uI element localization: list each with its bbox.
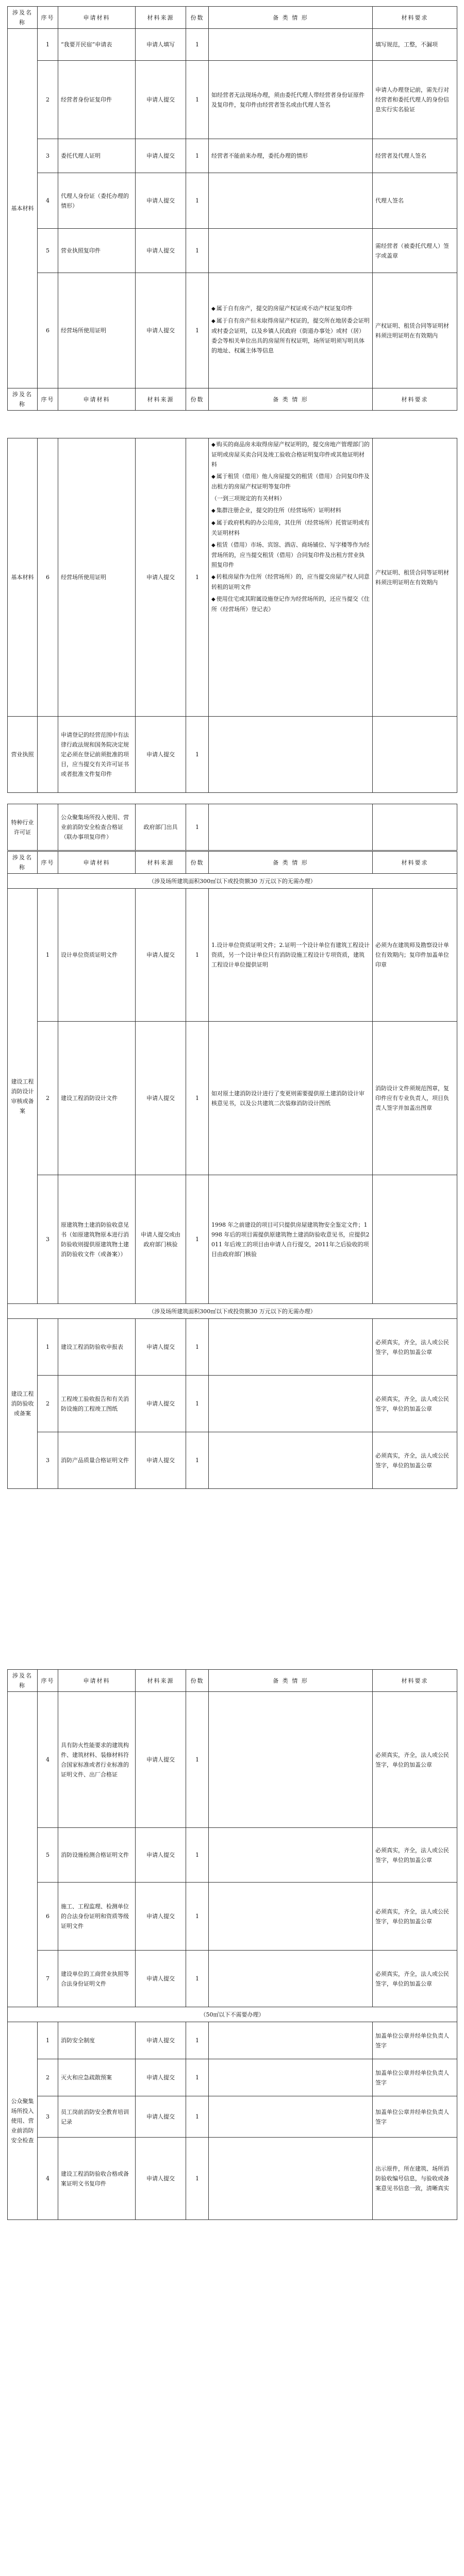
basic-materials-table-2 [7, 438, 457, 793]
row-req [373, 717, 457, 793]
note-item: 集群注册企业，提交的住所（经营场所）证明材料 [216, 507, 341, 514]
row-req: 加盖单位公章并经单位负责人签字 [373, 2096, 457, 2138]
row-no: 7 [38, 1951, 58, 2007]
header-no: 序号 [38, 852, 58, 874]
row-source: 申请人提交 [136, 2096, 186, 2138]
row-source: 申请人提交 [136, 173, 186, 229]
note-item: 购买的商品房未取得房屋产权证明的，提交房地产管理部门的证明或房屋买卖合同及竣工验收合格证明复印件或其他证明材料 [211, 441, 370, 468]
table-row [8, 29, 457, 61]
row-count: 1 [186, 717, 209, 793]
row-material: 建设工程消防设计文件 [58, 1022, 136, 1175]
row-req: 加盖单位公章并经单位负责人签字 [373, 2022, 457, 2059]
table-header-row [8, 852, 457, 874]
note-item: 属于政府机构的办公用房，其住所（经营场所）托管证明或有关证明材料 [211, 519, 370, 536]
row-material: 建设工程消防验收合格或备案证明文书复印件 [58, 2138, 136, 2220]
diamond-bullet-icon: ◆ [211, 318, 216, 324]
row-note [209, 438, 373, 717]
row-req: 需经营者（被委托代理人）签字或盖章 [373, 229, 457, 273]
row-count: 1 [186, 1951, 209, 2007]
row-req: 必须真实，齐全，法人或公民签字，单位的加盖公章 [373, 1376, 457, 1432]
row-material: 建设工程消防验收申报表 [58, 1319, 136, 1376]
row-count: 1 [186, 1376, 209, 1432]
category-cell: 建设工程消防验收或备案 [8, 1319, 38, 1489]
row-source: 申请人填写 [136, 29, 186, 61]
row-no: 5 [38, 1828, 58, 1883]
row-material: 工程竣工验收报告和有关消防设施的工程竣工图纸 [58, 1376, 136, 1432]
row-note [209, 2059, 373, 2096]
row-material: 公众聚集场所投入使用、营业前消防安全检查合格证（联办事项复印件） [58, 804, 136, 851]
row-no: 1 [38, 2022, 58, 2059]
row-req: 必须真实，齐全，法人或公民签字，单位的加盖公章 [373, 1432, 457, 1489]
row-source: 政府部门出具 [136, 804, 186, 851]
row-note [209, 2138, 373, 2220]
table-row [8, 1883, 457, 1951]
row-material: 施工、工程监理、检测单位的合法身份证明和资质等级证明文件 [58, 1883, 136, 1951]
category-cell: 基本材料 [8, 29, 38, 388]
diamond-bullet-icon: ◆ [211, 442, 216, 448]
header-category: 涉及名称 [8, 388, 38, 411]
header-source: 材料来源 [136, 7, 186, 29]
row-material: 经营者身份证复印件 [58, 61, 136, 139]
header-no: 序号 [38, 7, 58, 29]
header-count: 份数 [186, 852, 209, 874]
header-count: 份数 [186, 1670, 209, 1692]
row-material: 设计单位资质证明文件 [58, 889, 136, 1022]
header-material: 申请材料 [58, 388, 136, 411]
row-count: 1 [186, 61, 209, 139]
category-cell: 建设工程消防设计审核或备案 [8, 889, 38, 1304]
note-item: （一到三项规定的有关材料） [211, 495, 285, 502]
row-req: 申请人办理登记前，需先行对经营者和委托代理人的身份信息实行实名验证 [373, 61, 457, 139]
section-row [8, 1304, 457, 1319]
table-row [8, 2022, 457, 2059]
category-cell: 特种行业许可证 [8, 804, 38, 851]
row-count: 1 [186, 889, 209, 1022]
row-note [209, 1883, 373, 1951]
table-header-row [8, 7, 457, 29]
row-no: 6 [38, 438, 58, 717]
row-no: 1 [38, 1319, 58, 1376]
table-row [8, 1951, 457, 2007]
table-row [8, 889, 457, 1022]
header-material: 申请材料 [58, 1670, 136, 1692]
row-material: 营业执照复印件 [58, 229, 136, 273]
note-item: 租赁（借用）市场、宾馆、酒店、商场铺位、写字楼等作为经营场所的，应当提交租赁（借用）合同复印件及出租方营业执照复印件 [211, 541, 370, 568]
row-note: 如对原土建消防设计进行了变更则需要提供原土建消防设计审核意见书，以及公共建筑二次装修消防设计图纸 [209, 1022, 373, 1175]
table-row [8, 717, 457, 793]
row-req: 必须真实，齐全，法人或公民签字，单位的加盖公章 [373, 1692, 457, 1828]
header-note: 备 类 情 形 [209, 7, 373, 29]
row-note [209, 1951, 373, 2007]
row-source: 申请人提交或由政府部门核验 [136, 1175, 186, 1304]
header-source: 材料来源 [136, 1670, 186, 1692]
row-req: 必须真实，齐全，法人或公民签字，单位的加盖公章 [373, 1951, 457, 2007]
row-no: 4 [38, 173, 58, 229]
header-req: 材料要求 [373, 7, 457, 29]
row-material: 员工岗前消防安全教育培训记录 [58, 2096, 136, 2138]
row-count: 1 [186, 2096, 209, 2138]
table-row [8, 2059, 457, 2096]
header-req: 材料要求 [373, 388, 457, 411]
table-row [8, 1376, 457, 1432]
row-count: 1 [186, 1883, 209, 1951]
row-req [373, 1175, 457, 1304]
row-source: 申请人提交 [136, 2059, 186, 2096]
row-no [38, 804, 58, 851]
basic-materials-table-1 [7, 6, 457, 411]
table-row [8, 1692, 457, 1828]
row-note [209, 29, 373, 61]
row-req: 必须真实，齐全，法人或公民签字，单位的加盖公章 [373, 1883, 457, 1951]
category-cell: 公众聚集场所投入使用、营业前消防安全检查 [8, 2022, 38, 2220]
row-material: “我要开民宿”申请表 [58, 29, 136, 61]
section-note: （50㎡以下不需要办理） [8, 2007, 457, 2022]
row-req: 出示原件，所在建筑、场所消防验收编号信息，与验收或备案意见书信息一致，清晰真实 [373, 2138, 457, 2220]
table-row [8, 1022, 457, 1175]
row-note [209, 173, 373, 229]
row-material: 具有防火性能要求的建筑构件、建筑材料、装修材料符合国家标准或者行业标准的证明文件、出厂合格证 [58, 1692, 136, 1828]
header-material: 申请材料 [58, 7, 136, 29]
row-count: 1 [186, 273, 209, 388]
fire-design-table [7, 851, 457, 1489]
header-category: 涉及名称 [8, 852, 38, 874]
diamond-bullet-icon: ◆ [211, 306, 216, 312]
row-no: 4 [38, 2138, 58, 2220]
row-material: 原建筑物土建消防验收意见书（如原建筑物原本进行消防验收则提供原建筑物土建消防验收文件（或备案）） [58, 1175, 136, 1304]
row-note [209, 273, 373, 388]
special-license-table [7, 804, 457, 851]
header-req: 材料要求 [373, 852, 457, 874]
row-source: 申请人提交 [136, 438, 186, 717]
row-note [209, 229, 373, 273]
header-source: 材料来源 [136, 852, 186, 874]
row-no: 2 [38, 1022, 58, 1175]
table-row [8, 1175, 457, 1304]
header-note: 备 类 情 形 [209, 852, 373, 874]
header-note: 备 类 情 形 [209, 1670, 373, 1692]
row-note [209, 2022, 373, 2059]
row-no: 2 [38, 61, 58, 139]
note-item: 属于租赁（借用）他人房屋提交的租赁（借用）合同复印件及出租方的房屋产权证明等复印件 [211, 473, 370, 490]
row-no: 2 [38, 1376, 58, 1432]
table-row [8, 1319, 457, 1376]
table-row [8, 273, 457, 388]
row-material: 消防设施检测合格证明文件 [58, 1828, 136, 1883]
row-note [209, 1432, 373, 1489]
table-row [8, 438, 457, 717]
table-row [8, 173, 457, 229]
table-row [8, 61, 457, 139]
table-row [8, 139, 457, 173]
diamond-bullet-icon: ◆ [211, 597, 216, 602]
category-cell: 基本材料 [8, 438, 38, 717]
row-note [209, 1692, 373, 1828]
section-row [8, 2007, 457, 2022]
header-no: 序号 [38, 388, 58, 411]
row-no: 1 [38, 29, 58, 61]
row-no [38, 717, 58, 793]
row-material: 经营场所使用证明 [58, 438, 136, 717]
row-req: 填写规范，工整，不漏项 [373, 29, 457, 61]
header-count: 份数 [186, 7, 209, 29]
row-count: 1 [186, 1175, 209, 1304]
row-no: 3 [38, 139, 58, 173]
header-category: 涉及名称 [8, 7, 38, 29]
row-count: 1 [186, 173, 209, 229]
row-source: 申请人提交 [136, 61, 186, 139]
row-count: 1 [186, 29, 209, 61]
table-row [8, 1828, 457, 1883]
section-note: （涉及场所建筑面积300㎡以下或投资额30 万元以下的无需办理） [8, 1304, 457, 1319]
row-source: 申请人提交 [136, 229, 186, 273]
header-category: 涉及名称 [8, 1670, 38, 1692]
note-item: 使用住宅或其附属设施登记作为经营场所的，还应当提交《住所（经营场所）登记表》 [211, 596, 370, 613]
category-cell: 营业执照 [8, 717, 38, 793]
row-material: 灭火和应急疏散预案 [58, 2059, 136, 2096]
row-note: 1.设计单位资质证明文件；2.证明一个设计单位有建筑工程设计资质，另一个设计单位只有消防设施工程设计专项资质，建筑工程设计单位提供证明 [209, 889, 373, 1022]
row-count: 1 [186, 438, 209, 717]
row-req: 代理人签名 [373, 173, 457, 229]
row-no: 2 [38, 2059, 58, 2096]
row-no: 5 [38, 229, 58, 273]
row-req: 必须为在建筑师及勘察设计单位有效期内；复印件加盖单位印章 [373, 889, 457, 1022]
row-count: 1 [186, 2138, 209, 2220]
row-source: 申请人提交 [136, 139, 186, 173]
header-source: 材料来源 [136, 388, 186, 411]
diamond-bullet-icon: ◆ [211, 508, 216, 514]
row-material: 经营场所使用证明 [58, 273, 136, 388]
header-material: 申请材料 [58, 852, 136, 874]
row-no: 1 [38, 889, 58, 1022]
diamond-bullet-icon: ◆ [211, 543, 216, 548]
row-req: 必须真实，齐全，法人或公民签字，单位的加盖公章 [373, 1828, 457, 1883]
table-header-row [8, 388, 457, 411]
table-row [8, 1432, 457, 1489]
row-count: 1 [186, 139, 209, 173]
row-req: 产权证明、租赁合同等证明材料须注明证明在有效期内 [373, 438, 457, 717]
category-cell [8, 1692, 38, 2007]
header-no: 序号 [38, 1670, 58, 1692]
diamond-bullet-icon: ◆ [211, 520, 216, 526]
diamond-bullet-icon: ◆ [211, 574, 216, 580]
header-req: 材料要求 [373, 1670, 457, 1692]
header-count: 份数 [186, 388, 209, 411]
row-req: 加盖单位公章并经单位负责人签字 [373, 2059, 457, 2096]
row-no: 3 [38, 1175, 58, 1304]
row-source: 申请人提交 [136, 2022, 186, 2059]
row-req: 经营者及代理人签名 [373, 139, 457, 173]
row-source: 申请人提交 [136, 1022, 186, 1175]
row-material: 代理人身份证（委托办理的情形） [58, 173, 136, 229]
row-note [209, 717, 373, 793]
row-source: 申请人提交 [136, 1432, 186, 1489]
header-note: 备 类 情 形 [209, 388, 373, 411]
diamond-bullet-icon: ◆ [211, 474, 216, 480]
row-no: 3 [38, 1432, 58, 1489]
row-note: 1998 年之前建设的项目可只提供房屋建筑物安全鉴定文件；1998 年后的项目需提供原建筑物土建消防验收意见书，应提供2011 年后竣工的项目由申请人自行提交，2011年之后验收的项目由政府部门核验 [209, 1175, 373, 1304]
row-count: 1 [186, 2022, 209, 2059]
row-count: 1 [186, 229, 209, 273]
row-no: 4 [38, 1692, 58, 1828]
row-count: 1 [186, 1828, 209, 1883]
row-note [209, 1319, 373, 1376]
row-count: 1 [186, 1692, 209, 1828]
row-count: 1 [186, 1022, 209, 1175]
section-note: （涉及场所建筑面积300㎡以下或投资额30 万元以下的无需办理） [8, 874, 457, 889]
row-note [209, 1828, 373, 1883]
row-source: 申请人提交 [136, 273, 186, 388]
note-item: 属于自有房产但未取得房屋产权证的，提交所在地居委会证明或村委会证明，以及乡镇人民政府（街道办事处）或村（居）委会等相关单位出具的房屋所有权证明，场所证明须写明具体的地址、权属主体等信息 [211, 317, 370, 354]
row-req: 消防设计文件须规范图章，复印件应有专业负责人，项目负责人签字并加盖出图章 [373, 1022, 457, 1175]
row-count: 1 [186, 2059, 209, 2096]
row-source: 申请人提交 [136, 889, 186, 1022]
note-item: 转租房屋作为住所（经营场所）的，应当提交房屋产权人同意转租的证明文件 [211, 573, 370, 590]
table-row [8, 2096, 457, 2138]
row-note: 经营者不能前来办理，委托办理的情形 [209, 139, 373, 173]
section-row [8, 874, 457, 889]
row-source: 申请人提交 [136, 717, 186, 793]
row-source: 申请人提交 [136, 2138, 186, 2220]
row-req: 产权证明、租赁合同等证明材料须注明证明在有效期内 [373, 273, 457, 388]
row-source: 申请人提交 [136, 1319, 186, 1376]
row-no: 3 [38, 2096, 58, 2138]
row-source: 申请人提交 [136, 1692, 186, 1828]
row-count: 1 [186, 804, 209, 851]
note-item: 属于自有房产，提交的房屋产权证或不动产权证复印件 [216, 305, 353, 312]
row-source: 申请人提交 [136, 1376, 186, 1432]
row-note: 如经营者无法现场办理，须由委托代理人带经营者身份证原件及复印件，复印件由经营者签名或由代理人签名 [209, 61, 373, 139]
row-material: 消防产品质量合格证明文件 [58, 1432, 136, 1489]
table-row [8, 804, 457, 851]
row-count: 1 [186, 1319, 209, 1376]
row-no: 6 [38, 1883, 58, 1951]
row-count: 1 [186, 1432, 209, 1489]
row-source: 申请人提交 [136, 1828, 186, 1883]
table-header-row [8, 1670, 457, 1692]
table-row [8, 229, 457, 273]
row-no: 6 [38, 273, 58, 388]
row-material: 申请登记的经营范围中有法律行政法规和国务院决定规定必须在登记前须批准的项目，应当提交有关许可证书或者批准文件复印件 [58, 717, 136, 793]
table-row [8, 2138, 457, 2220]
row-material: 建设单位的工商营业执照等合法身份证明文件 [58, 1951, 136, 2007]
row-note [209, 804, 373, 851]
fire-acceptance-table-2 [7, 1669, 457, 2220]
row-source: 申请人提交 [136, 1883, 186, 1951]
row-req: 必须真实，齐全，法人或公民签字，单位的加盖公章 [373, 1319, 457, 1376]
row-note [209, 1376, 373, 1432]
row-source: 申请人提交 [136, 1951, 186, 2007]
row-material: 消防安全制度 [58, 2022, 136, 2059]
row-req [373, 804, 457, 851]
row-note [209, 2096, 373, 2138]
row-material: 委托代理人证明 [58, 139, 136, 173]
